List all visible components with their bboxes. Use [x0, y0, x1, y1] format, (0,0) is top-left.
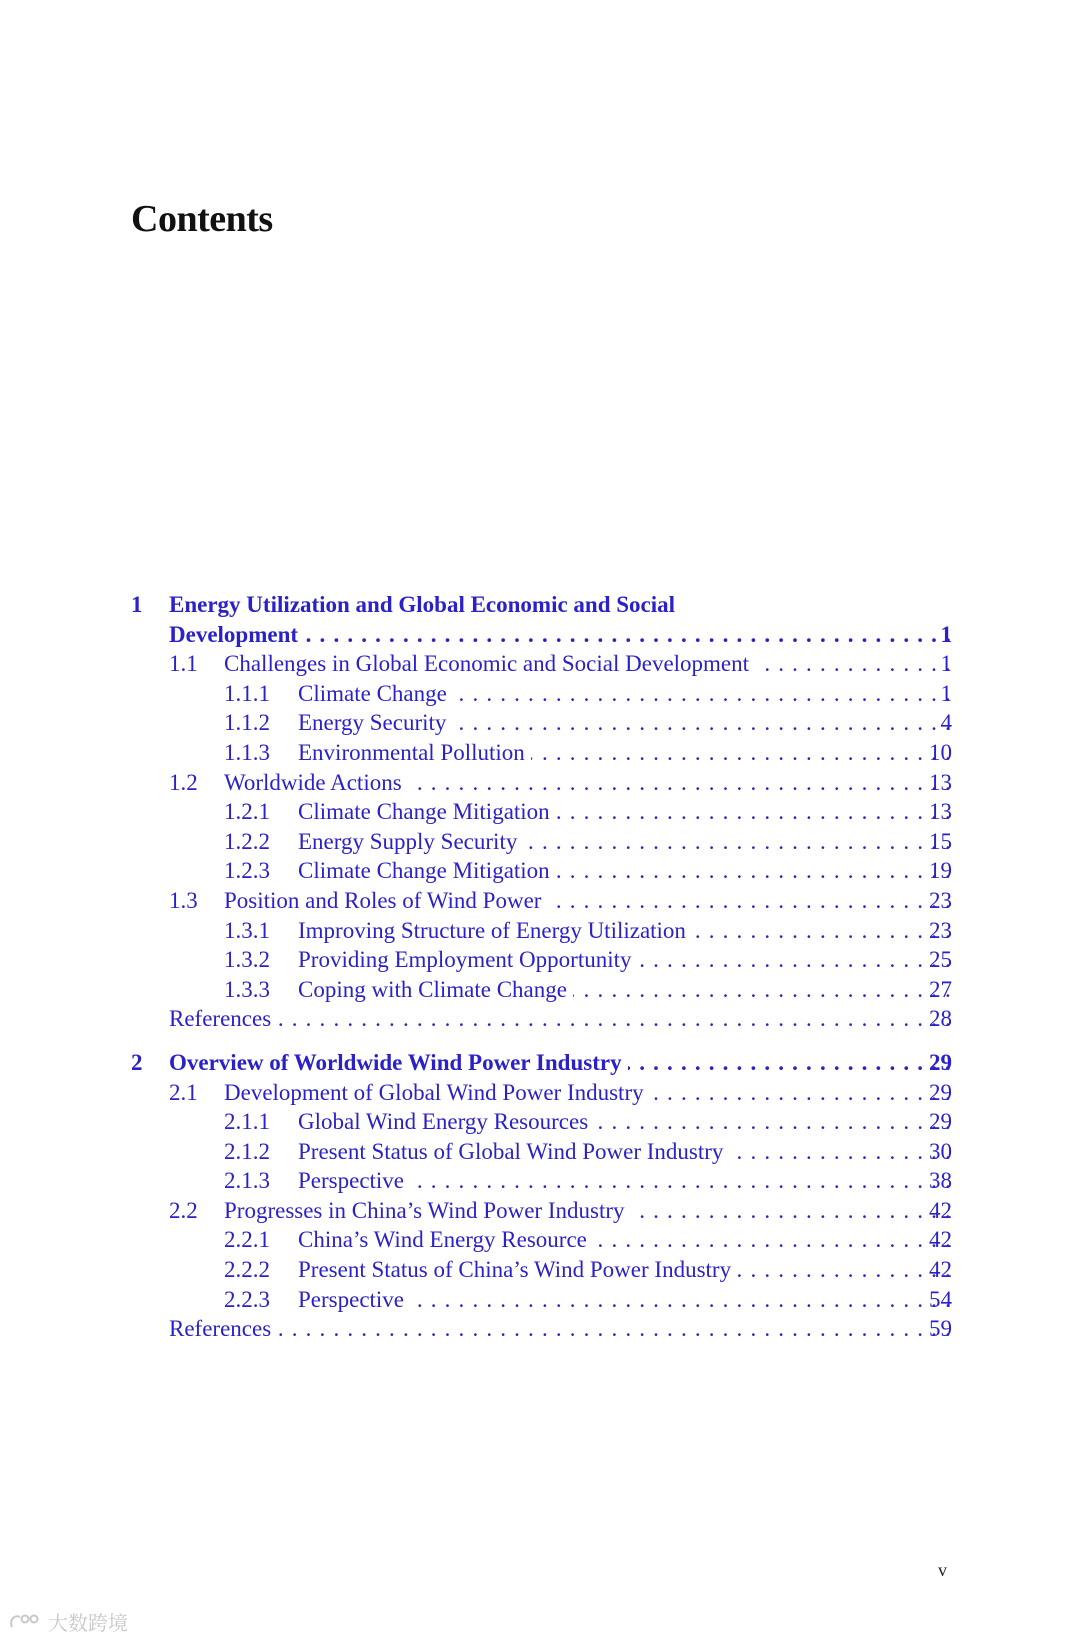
- toc-entry-title: Development of Global Wind Power Industry: [224, 1080, 650, 1105]
- toc-page-number: 38: [929, 1168, 952, 1194]
- toc-entry-title: Present Status of China’s Wind Power Industry: [298, 1257, 737, 1282]
- table-of-contents: [0, 590, 1080, 1344]
- toc-entry-title-wrap: [298, 827, 952, 857]
- toc-page-number: 25: [929, 947, 952, 973]
- toc-entry-title-wrap: [169, 1314, 952, 1344]
- toc-entry-title: Perspective: [298, 1287, 410, 1312]
- toc-page-number: 1: [940, 621, 952, 647]
- toc-entry-title: Position and Roles of Wind Power: [224, 888, 547, 913]
- toc-entry-number: 1.3.1: [224, 917, 270, 943]
- toc-entry-2-2-2[interactable]: [0, 1255, 1080, 1285]
- toc-page-number: 23: [929, 887, 952, 913]
- toc-page-number: 23: [929, 917, 952, 943]
- toc-chapter-1-heading[interactable]: [0, 590, 1080, 620]
- toc-entry-1-2[interactable]: [0, 768, 1080, 798]
- toc-entry-title-wrap: [298, 1137, 952, 1167]
- toc-entry-1-2-3[interactable]: [0, 856, 1080, 886]
- toc-page-number: 10: [929, 739, 952, 765]
- toc-entry-title: Worldwide Actions: [224, 770, 408, 795]
- toc-chapter-title-line1-wrap: [169, 590, 952, 620]
- toc-entry-title-wrap: [224, 1196, 952, 1226]
- toc-entry-number: 2.2.2: [224, 1257, 270, 1283]
- watermark: [8, 1607, 128, 1636]
- toc-page-number: 15: [929, 828, 952, 854]
- toc-entry-2-1-3[interactable]: [0, 1166, 1080, 1196]
- toc-entry-title: Climate Change Mitigation: [298, 799, 556, 824]
- toc-entry-title: Environmental Pollution: [298, 740, 531, 765]
- watermark-text: 大数跨境: [48, 1611, 128, 1635]
- toc-chapter-title-line1: Energy Utilization and Global Economic and Social: [169, 592, 681, 617]
- toc-entry-number: 2.2: [169, 1197, 198, 1223]
- toc-page-number: 13: [929, 799, 952, 825]
- toc-page-number: 42: [929, 1197, 952, 1223]
- toc-page-number: 1: [940, 651, 952, 677]
- toc-entry-title-wrap: [298, 738, 952, 768]
- toc-chapter-title-line2-wrap: [169, 620, 952, 650]
- toc-entry-title-wrap: [298, 1107, 952, 1137]
- toc-entry-1-2-2[interactable]: [0, 827, 1080, 857]
- toc-entry-title: Global Wind Energy Resources: [298, 1109, 594, 1134]
- toc-entry-number: 1.1: [169, 651, 198, 677]
- toc-chapter-2-heading[interactable]: [0, 1048, 1080, 1078]
- toc-page-number: 42: [929, 1257, 952, 1283]
- toc-entry-2-1-2[interactable]: [0, 1137, 1080, 1167]
- toc-page-number: 27: [929, 976, 952, 1002]
- toc-entry-title: References: [169, 1006, 277, 1031]
- toc-chapter-number: 2: [131, 1049, 143, 1075]
- toc-entry-title-wrap: [169, 1004, 952, 1034]
- toc-entry-number: 1.3: [169, 887, 198, 913]
- toc-page-number: 29: [929, 1109, 952, 1135]
- toc-entry-title-wrap: [298, 1285, 952, 1315]
- toc-entry-title: Climate Change Mitigation: [298, 858, 556, 883]
- toc-entry-title: Climate Change: [298, 681, 453, 706]
- toc-entry-2-2[interactable]: [0, 1196, 1080, 1226]
- toc-page-number: 54: [929, 1286, 952, 1312]
- toc-entry-title-wrap: [298, 1225, 952, 1255]
- toc-entry-number: 1.2.1: [224, 799, 270, 825]
- toc-entry-2-2-3[interactable]: [0, 1285, 1080, 1315]
- toc-entry-title: Energy Supply Security: [298, 829, 523, 854]
- toc-entry-1-1-3[interactable]: [0, 738, 1080, 768]
- toc-entry-number: 1.2.3: [224, 858, 270, 884]
- toc-entry-title-wrap: [298, 916, 952, 946]
- toc-entry-1-3-2[interactable]: [0, 945, 1080, 975]
- chapter-gap: [0, 1034, 1080, 1048]
- toc-entry-number: 1.2.2: [224, 828, 270, 854]
- toc-page-number: 42: [929, 1227, 952, 1253]
- toc-entry-number: 2.2.3: [224, 1286, 270, 1312]
- toc-entry-title-wrap: [224, 1078, 952, 1108]
- page-title: Contents: [131, 198, 273, 241]
- toc-page-number: 28: [929, 1006, 952, 1032]
- toc-entry-1-3[interactable]: [0, 886, 1080, 916]
- toc-entry-title: Energy Security: [298, 710, 452, 735]
- toc-chapter-title-line2: Development: [169, 622, 304, 647]
- toc-page-number: 1: [940, 680, 952, 706]
- toc-entry-ch1-references[interactable]: [0, 1004, 1080, 1034]
- toc-page-number: 29: [929, 1049, 952, 1075]
- watermark-logo-icon: [8, 1611, 44, 1633]
- toc-entry-2-1[interactable]: [0, 1078, 1080, 1108]
- toc-page-number: 13: [929, 769, 952, 795]
- toc-entry-title-wrap: [224, 649, 952, 679]
- toc-entry-1-1-1[interactable]: [0, 679, 1080, 709]
- toc-entry-number: 2.1: [169, 1079, 198, 1105]
- toc-entry-title: China’s Wind Energy Resource: [298, 1227, 593, 1252]
- toc-entry-number: 1.1.1: [224, 680, 270, 706]
- toc-entry-number: 1.3.2: [224, 947, 270, 973]
- toc-entry-title: Providing Employment Opportunity: [298, 947, 638, 972]
- toc-entry-2-1-1[interactable]: [0, 1107, 1080, 1137]
- toc-page-number: 59: [929, 1316, 952, 1342]
- toc-entry-title: Perspective: [298, 1168, 410, 1193]
- toc-entry-title-wrap: [298, 1166, 952, 1196]
- toc-entry-number: 1.1.2: [224, 710, 270, 736]
- toc-page-number: 4: [940, 710, 952, 736]
- toc-entry-title: Coping with Climate Change: [298, 977, 573, 1002]
- toc-chapter-number: 1: [131, 592, 143, 617]
- toc-chapter-1-heading-cont[interactable]: [0, 620, 1080, 650]
- toc-entry-title: References: [169, 1316, 277, 1341]
- toc-entry-number: 2.1.1: [224, 1109, 270, 1135]
- toc-entry-title-wrap: [224, 768, 952, 798]
- toc-entry-1-3-1[interactable]: [0, 916, 1080, 946]
- toc-entry-title-wrap: [298, 975, 952, 1005]
- toc-entry-number: 1.3.3: [224, 976, 270, 1002]
- toc-entry-1-2-1[interactable]: [0, 797, 1080, 827]
- page-folio: v: [938, 1560, 947, 1580]
- toc-entry-title: Present Status of Global Wind Power Industry: [298, 1139, 729, 1164]
- toc-entry-title-wrap: [224, 886, 952, 916]
- toc-entry-number: 1.2: [169, 769, 198, 795]
- toc-entry-title: Improving Structure of Energy Utilization: [298, 918, 692, 943]
- toc-page-number: 19: [929, 858, 952, 884]
- toc-entry-1-1-2[interactable]: [0, 708, 1080, 738]
- toc-chapter-title-wrap: [169, 1048, 952, 1078]
- toc-entry-title-wrap: [298, 856, 952, 886]
- toc-entry-number: 1.1.3: [224, 739, 270, 765]
- toc-entry-title: Challenges in Global Economic and Social Development: [224, 651, 755, 676]
- toc-entry-number: 2.1.3: [224, 1168, 270, 1194]
- toc-entry-2-2-1[interactable]: [0, 1225, 1080, 1255]
- toc-entry-title-wrap: [298, 945, 952, 975]
- toc-entry-ch2-references[interactable]: [0, 1314, 1080, 1344]
- toc-entry-title: Progresses in China’s Wind Power Industry: [224, 1198, 631, 1223]
- toc-entry-title-wrap: [298, 1255, 952, 1285]
- toc-page-number: 30: [929, 1138, 952, 1164]
- toc-entry-title-wrap: [298, 797, 952, 827]
- toc-entry-number: 2.2.1: [224, 1227, 270, 1253]
- toc-entry-1-3-3[interactable]: [0, 975, 1080, 1005]
- toc-entry-1-1[interactable]: [0, 649, 1080, 679]
- toc-entry-title-wrap: [298, 708, 952, 738]
- toc-chapter-title: Overview of Worldwide Wind Power Industry: [169, 1050, 628, 1075]
- toc-entry-title-wrap: [298, 679, 952, 709]
- toc-entry-number: 2.1.2: [224, 1138, 270, 1164]
- toc-page-number: 29: [929, 1079, 952, 1105]
